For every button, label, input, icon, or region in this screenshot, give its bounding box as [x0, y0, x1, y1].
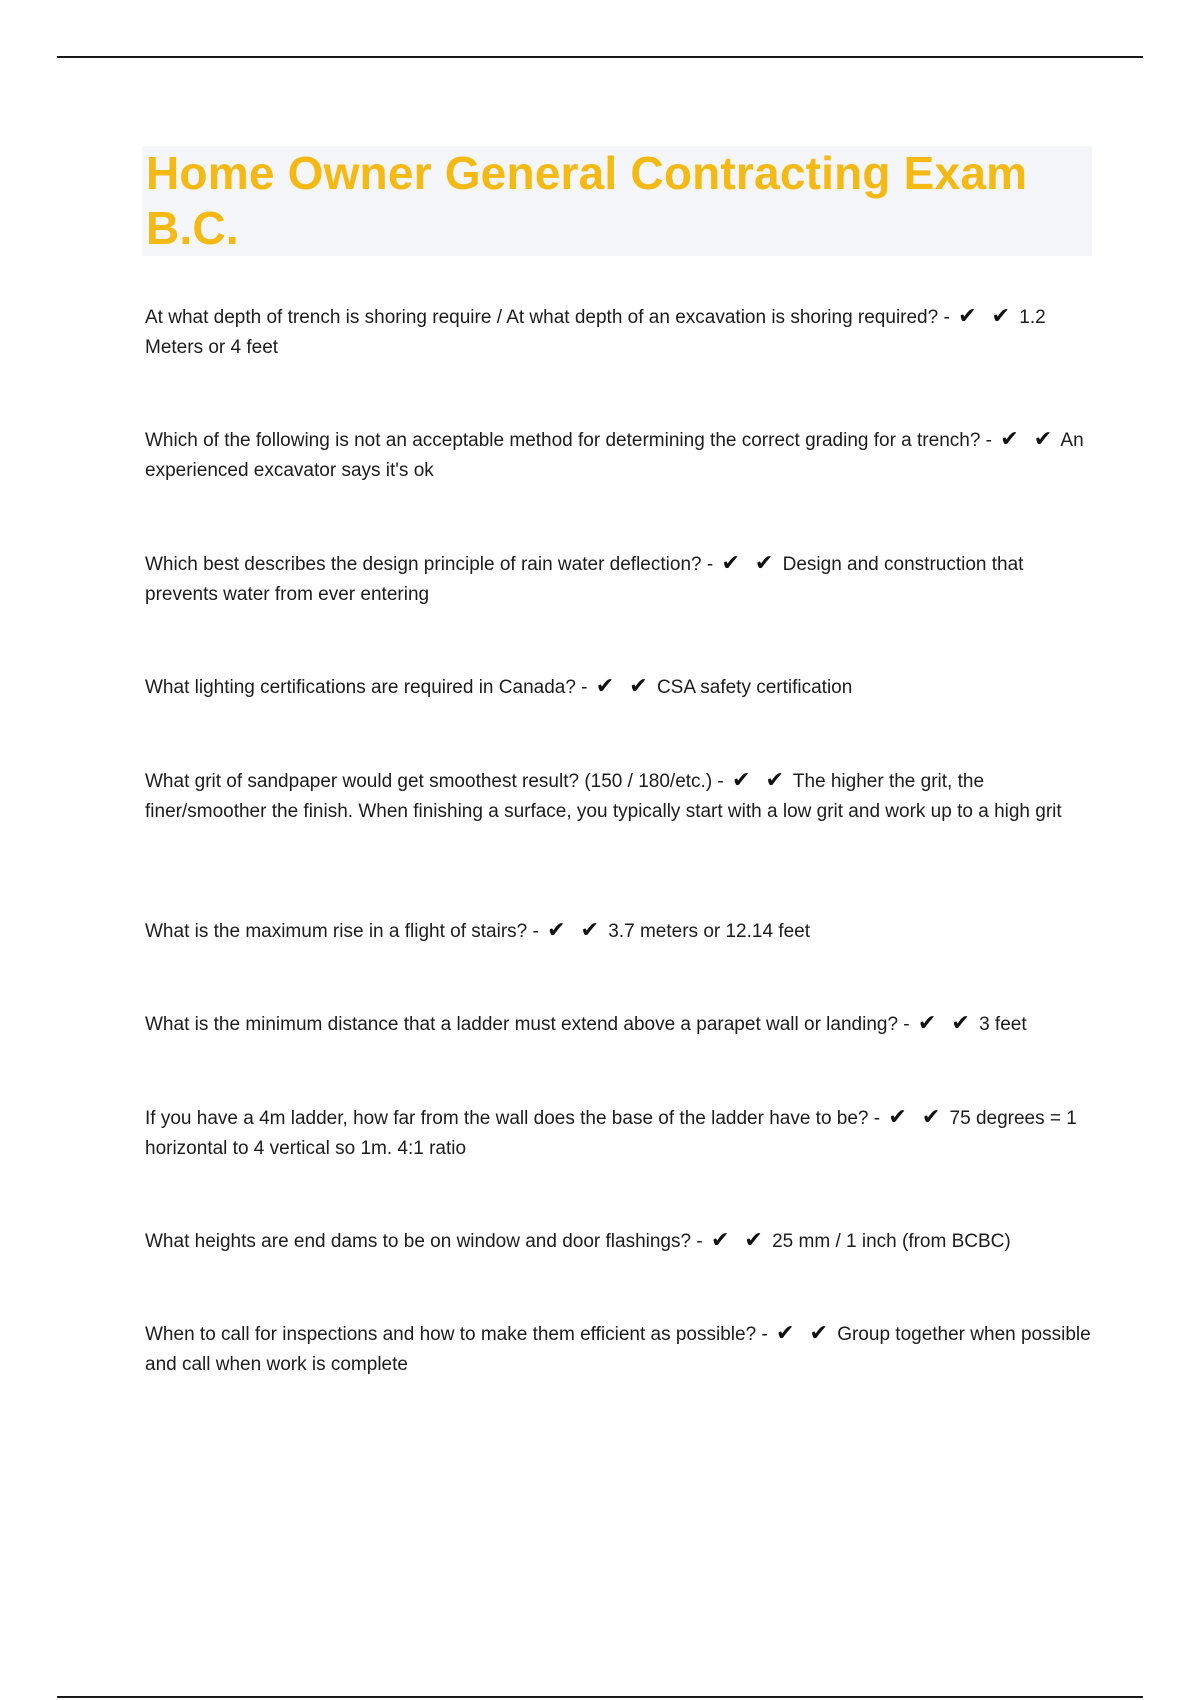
- answer-text: Design and construction that prevents water from ever entering: [145, 554, 1024, 605]
- question-text: If you have a 4m ladder, how far from the wall does the base of the ladder have to be? -: [145, 1108, 881, 1129]
- question-text: At what depth of trench is shoring require / At what depth of an excavation is shoring required? -: [145, 307, 950, 328]
- answer-text: An experienced excavator says it's ok: [145, 430, 1084, 481]
- qa-item: [145, 1103, 1095, 1164]
- answer-text: 3 feet: [979, 1014, 1027, 1035]
- question-text: What heights are end dams to be on window and door flashings? -: [145, 1231, 703, 1252]
- answer-text: 75 degrees = 1 horizontal to 4 vertical so 1m. 4:1 ratio: [145, 1108, 1077, 1159]
- qa-item: [145, 916, 1095, 947]
- question-text: What is the minimum distance that a ladder must extend above a parapet wall or landing? -: [145, 1014, 910, 1035]
- qa-item: [145, 302, 1095, 363]
- title-banner: [142, 146, 1092, 256]
- question-text: What is the maximum rise in a flight of stairs? -: [145, 921, 539, 942]
- qa-item: [145, 549, 1095, 610]
- check-icon: ✔ ✔: [547, 918, 603, 943]
- check-icon: ✔ ✔: [958, 304, 1014, 329]
- answer-text: The higher the grit, the finer/smoother the finish. When finishing a surface, you typically start with a low grit and work up to a high grit: [145, 771, 1062, 822]
- qa-item: [145, 766, 1095, 827]
- qa-item: [145, 425, 1095, 486]
- question-text: What grit of sandpaper would get smoothest result? (150 / 180/etc.) -: [145, 771, 724, 792]
- bottom-rule: [57, 1696, 1143, 1698]
- answer-text: 3.7 meters or 12.14 feet: [608, 921, 811, 942]
- question-text: When to call for inspections and how to make them efficient as possible? -: [145, 1324, 768, 1345]
- check-icon: ✔ ✔: [595, 674, 652, 699]
- question-text: What lighting certifications are required in Canada? -: [145, 677, 588, 698]
- check-icon: ✔ ✔: [1000, 427, 1057, 452]
- check-icon: ✔ ✔: [776, 1321, 832, 1346]
- check-icon: ✔ ✔: [888, 1105, 945, 1130]
- answer-text: CSA safety certification: [656, 677, 853, 698]
- answer-text: 25 mm / 1 inch (from BCBC): [772, 1231, 1011, 1252]
- check-icon: ✔ ✔: [721, 551, 778, 576]
- check-icon: ✔ ✔: [710, 1228, 767, 1253]
- top-rule: [57, 56, 1143, 58]
- page-title: Home Owner General Contracting Exam B.C.: [146, 147, 1028, 254]
- answer-text: Group together when possible and call when work is complete: [145, 1324, 1091, 1375]
- qa-item: [145, 1319, 1095, 1380]
- answer-text: 1.2 Meters or 4 feet: [145, 307, 1046, 358]
- question-text: Which of the following is not an acceptable method for determining the correct grading for a trench? -: [145, 430, 993, 451]
- check-icon: ✔ ✔: [732, 768, 788, 793]
- qa-item: [145, 1226, 1095, 1257]
- qa-item: [145, 672, 1095, 703]
- qa-item: [145, 1009, 1095, 1040]
- question-text: Which best describes the design principle of rain water deflection? -: [145, 554, 714, 575]
- check-icon: ✔ ✔: [917, 1011, 974, 1036]
